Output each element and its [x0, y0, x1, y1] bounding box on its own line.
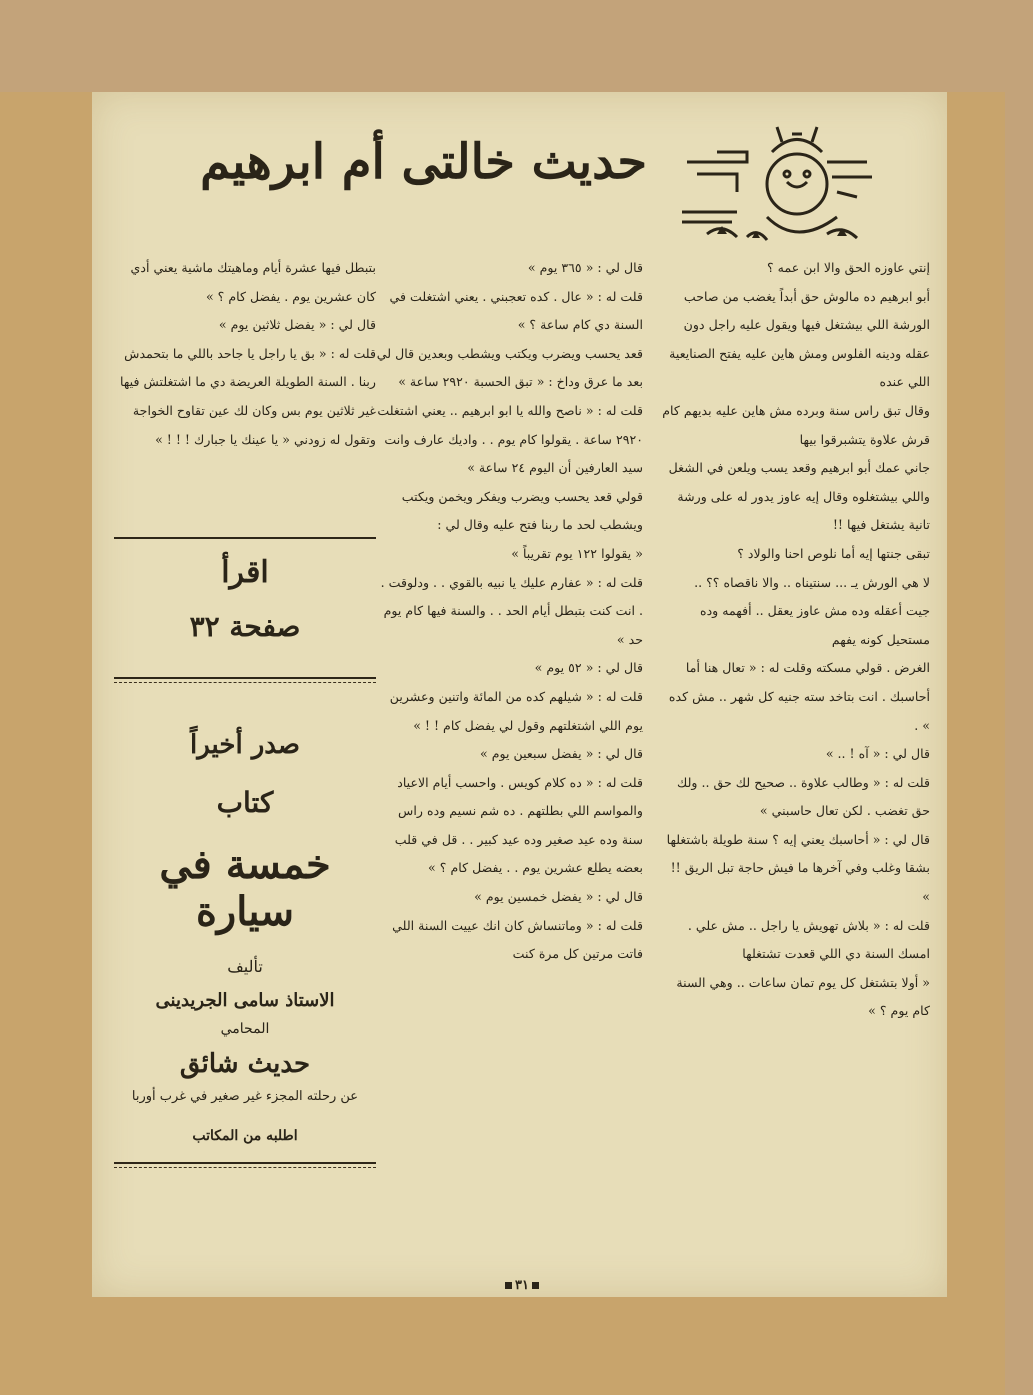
paragraph: قلت له : « عفارم عليك يا نبيه بالقوي . . ودلوقت . . انت كنت بتبطل أيام الحد . . والسنة فيها كام يوم حد »: [380, 574, 643, 647]
paragraph: قال لي : « آه ! .. »: [825, 746, 930, 762]
paragraph: قلت له : « عال . كده تعجبني . يعني اشتغلت في السنة دي كام ساعة ؟ »: [389, 288, 643, 333]
paragraph: جاني عمك أبو ابرهيم وقعد يسب ويلعن في الشغل واللي بيشتغلوه وقال إيه عاوز يدور له على ورشة تانية يشتغل فيها !!: [668, 460, 930, 533]
paragraph: قعد يحسب ويضرب ويكتب ويشطب وبعدين قال لي بعد ما عرق وداخ : « تبق الحسبة ٢٩٢٠ ساعة »: [376, 345, 643, 390]
page-number-value: ٣١: [515, 1278, 529, 1293]
paragraph: الغرض . قولي مسكته وقلت له : « تعال هنا أما أحاسبك . انت بتاخد سته جنيه كل شهر .. مش كده » .: [668, 660, 930, 733]
paragraph: إنتي عاوزه الحق والا ابن عمه ؟: [767, 260, 930, 275]
paragraph: قلت له : « ده كلام كويس . واحسب أيام الاعياد والمواسم اللي بطلتهم . ده شم نسيم وده راس سنة وده عيد صغير وده عيد كبير . . قل في قلب بعضه يطلع عشرين يوم . . يفضل كام ؟ »: [394, 774, 643, 876]
book-title: خمسة في سيارة: [159, 841, 331, 935]
paragraph: وقال تبق راس سنة وبرده مش هاين عليه بديهم كام قرش علاوة يتشبرقوا بيها: [662, 402, 930, 447]
author-profession: المحامي: [220, 1021, 270, 1037]
paragraph: أبو ابرهيم ده مالوش حق أبداً يغضب من صاحب الورشة اللي بيشتغل فيها ويقول عليه راجل دون عقله ودينه الفلوس ومش هاين عليه يفتح الصنايعية اللي عنده: [669, 288, 930, 390]
divider: [114, 682, 376, 683]
book-label: كتاب: [216, 786, 274, 819]
page-reference: صفحة ٣٢: [189, 610, 301, 643]
paragraph: قال لي : « يفضل ثلاثين يوم »: [218, 317, 376, 333]
paragraph: قلت له : « وطالب علاوة .. صحيح لك حق .. ولك حق تغضب . لكن تعال حاسبني »: [676, 774, 930, 819]
header-illustration: [677, 122, 877, 252]
paragraph: قال لي : « ٣٦٥ يوم »: [527, 260, 643, 275]
book-description: عن رحلته المجزء غير صغير في غرب أوربا: [131, 1089, 359, 1104]
paragraph: قلت له : « بق يا راجل يا جاحد باللي ما بتحمدش ربنا . السنة الطويلة العريضة دي ما اشتغلتش فيها غير ثلاثين يوم بس وكان لك عين تقاوح الخواجة وتقول له زودني « يا عينك يا جبارك ! ! ! »: [120, 345, 376, 447]
paragraph: قلت له : « بلاش تهويش يا راجل .. مش علي . امسك السنة دي اللي قعدت تشتغلها: [687, 917, 930, 962]
paragraph: « يقولوا ١٢٢ يوم تقريباً »: [511, 545, 643, 561]
paragraph: قلت له : « وماتنساش كان انك عييت السنة اللي فاتت مرتين كل مرة كنت: [392, 917, 643, 962]
divider: [114, 1162, 376, 1164]
paragraph: قال لي : « يفضل خمسين يوم »: [474, 889, 643, 905]
article-column-right: [660, 254, 930, 1026]
page-number: [502, 1278, 542, 1293]
square-icon: [532, 1282, 539, 1289]
paragraph: جيت أعقله وده مش عاوز يعقل .. أفهمه وده مستحيل كونه يفهم: [699, 603, 930, 647]
order-note: اطلبه من المكاتب: [192, 1128, 298, 1144]
paragraph: قلت له : « شيلهم كده من المائة واتنين وعشرين يوم اللي اشتغلتهم وقول لي يفضل كام ! ! »: [389, 688, 643, 733]
tagline: حديث شائق: [179, 1049, 311, 1079]
author-name: الاستاذ سامى الجريدينى: [155, 990, 335, 1011]
author-label: تأليف: [227, 957, 263, 976]
right-margin: [1005, 0, 1033, 1395]
paragraph: بتبطل فيها عشرة أيام وماهيتك ماشية يعني أدي كان عشرين يوم . يفضل كام ؟ »: [130, 260, 376, 304]
square-icon: [505, 1282, 512, 1289]
paragraph: تبقى جنتها إيه أما نلوص احنا والولاد ؟: [737, 545, 930, 561]
page-title: حديث خالتى أم ابرهيم: [200, 134, 647, 190]
paragraph: قلت له : « ناصح والله يا ابو ابرهيم .. يعني اشتغلت ٢٩٢٠ ساعة . يقولوا كام يوم . . واديك عارف وانت سيد العارفين أن اليوم ٢٤ ساعة »: [377, 402, 643, 476]
divider: [114, 677, 376, 679]
paragraph: قال لي : « ٥٢ يوم »: [534, 660, 643, 676]
divider: [114, 537, 376, 539]
paragraph: قولي قعد يحسب ويضرب ويفكر ويخمن ويكتب ويشطب لحد ما ربنا فتح عليه وقال لي :: [401, 488, 643, 533]
magazine-page: [92, 92, 947, 1297]
read-ad: [114, 537, 376, 683]
paragraph: « أولا بتشتغل كل يوم تمان ساعات .. وهي السنة كام يوم ؟ »: [676, 974, 930, 1019]
article-column-middle: [375, 254, 643, 969]
article-column-left: [114, 254, 376, 454]
top-margin: [0, 0, 1033, 92]
paragraph: قال لي : « أحاسبك يعني إيه ؟ سنة طويلة باشتغلها بشقا وغلب وفي آخرها ما فيش حاجة تبل الريق !! »: [666, 831, 930, 905]
book-ad: [114, 720, 376, 1168]
read-label: اقرأ: [221, 555, 269, 590]
divider: [114, 1167, 376, 1168]
published-label: صدر أخيراً: [189, 730, 301, 760]
paragraph: لا هي الورش يـ ... سنتيناه .. والا ناقصاه ؟؟ ..: [694, 574, 930, 590]
paragraph: قال لي : « يفضل سبعين يوم »: [480, 746, 643, 762]
